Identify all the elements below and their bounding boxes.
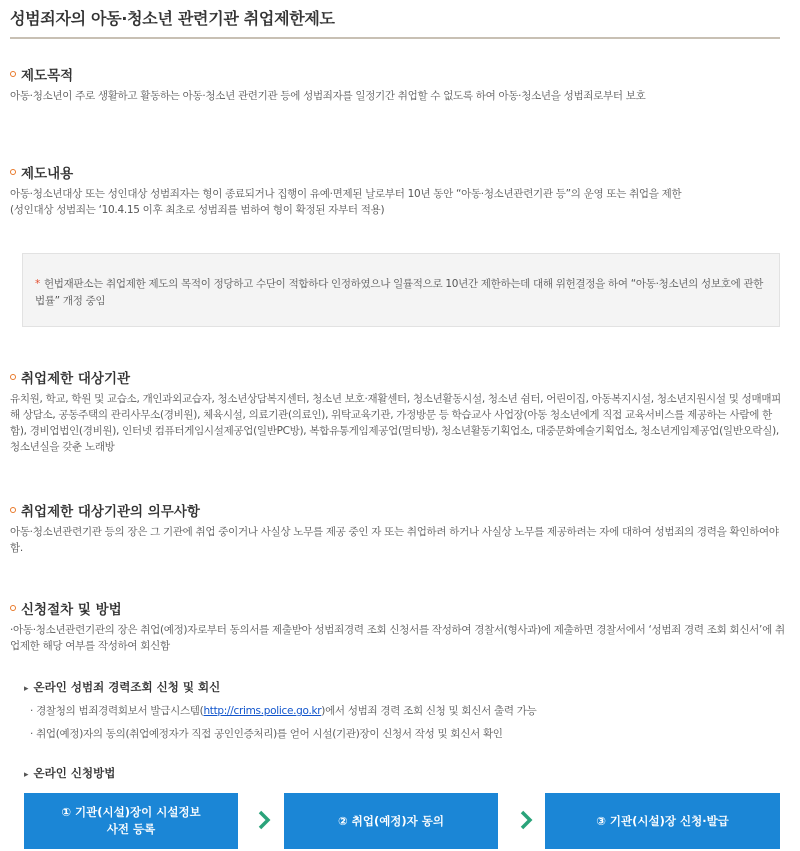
circle-bullet-icon	[10, 605, 16, 611]
section-text-note: (성인대상 성범죄는 ‘10.4.15 이후 최초로 성범죄를 범하여 형이 확정된 자부터 적용)	[10, 204, 385, 216]
step-label: ② 취업(예정)자 동의	[337, 813, 445, 828]
section-heading: 취업제한 대상기관의 의무사항	[21, 504, 200, 520]
section-text: ·아동·청소년관련기관의 장은 취업(예정)자로부터 동의서를 제출받아 성범죄경력 조회 신청서를 작성하여 경찰서(형사과)에 제출하면 경찰서에서 ‘성범죄 경력 조회 회신서’에 취업제한 해당 여부를 작성하여 회신함	[10, 624, 785, 652]
online-item-1: · 경찰청의 범죄경력회보서 발급시스템(http://crims.police.go.kr)에서 성범죄 경력 조회 신청 및 회신서 출력 가능	[30, 705, 537, 717]
triangle-right-icon: ▸	[24, 770, 29, 780]
triangle-right-icon: ▸	[24, 684, 29, 694]
section-targets	[10, 367, 785, 455]
title-divider	[10, 37, 780, 39]
section-text: 아동·청소년관련기관 등의 장은 그 기관에 취업 중이거나 사실상 노무를 제공 중인 자 또는 취업하려 하거나 사실상 노무를 제공하려는 자에 대하여 성범죄의 경력을 확인하여야 함.	[10, 526, 779, 554]
step-3-apply-issue[interactable]	[545, 793, 780, 849]
circle-bullet-icon	[10, 71, 16, 77]
notice-box	[22, 253, 780, 327]
section-heading: 신청절차 및 방법	[21, 602, 122, 618]
section-procedure	[10, 598, 785, 654]
notice-text: 헌법재판소는 취업제한 제도의 목적이 정당하고 수단이 적합하다 인정하였으나 일률적으로 10년간 제한하는데 대해 위헌결정을 하여 “아동·청소년의 성보호에 관한 법률” 개정 중임	[35, 278, 764, 307]
section-heading: 취업제한 대상기관	[21, 371, 131, 387]
asterisk-icon: *	[35, 278, 40, 290]
step-2-consent[interactable]	[284, 793, 498, 849]
section-heading: 제도목적	[21, 68, 74, 84]
circle-bullet-icon	[10, 374, 16, 380]
section-purpose	[10, 64, 785, 104]
step-label: ③ 기관(시설)장 신청·발급	[596, 813, 729, 828]
section-duties	[10, 500, 785, 556]
step-label: ① 기관(시설)장이 시설정보 사전 등록	[61, 805, 201, 836]
section-content	[10, 162, 785, 218]
crims-link[interactable]: http://crims.police.go.kr	[203, 705, 322, 717]
section-text: 아동·청소년대상 또는 성인대상 성범죄자는 형이 종료되거나 집행이 유예·면제된 날로부터 10년 동안 “아동·청소년관련기관 등”의 운영 또는 취업을 제한	[10, 188, 682, 200]
subheading-online-method: ▸ 온라인 신청방법	[24, 766, 116, 780]
page-title: 성범죄자의 아동·청소년 관련기관 취업제한제도	[10, 9, 335, 28]
online-item-2: · 취업(예정)자의 동의(취업예정자가 직접 공인인증처리)를 얻어 시설(기관)장이 신청서 작성 및 회신서 확인	[30, 728, 503, 740]
section-text: 아동·청소년이 주로 생활하고 활동하는 아동·청소년 관련기관 등에 성범죄자를 일정기간 취업할 수 없도록 하여 아동·청소년을 성범죄로부터 보호	[10, 90, 646, 102]
subheading-online-check: ▸ 온라인 성범죄 경력조회 신청 및 회신	[24, 680, 221, 694]
chevron-right-icon	[518, 808, 536, 832]
step-1-register-facility[interactable]	[24, 793, 238, 849]
section-text: 유치원, 학교, 학원 및 교습소, 개인과외교습자, 청소년상담복지센터, 청소년 보호·재활센터, 청소년활동시설, 청소년 쉼터, 어린이집, 아동복지시설, 청소년지원시설 및 성매매피해 상담소, 공동주택의 관리사무소(경비원), 체육시설, 의료기관(의료인), 위탁교육기관, 가정방문 등 학습교사 사업장(아동 청소년에게 직접 교육서비스를 제공하는 사람에 한함), 경비업법인(경비원), 인터넷 컴퓨터게임시설제공업(일반PC방), 복합유통게임제공업(멀티방), 청소년활동기획업소, 대중문화예술기획업소, 청소년게임제공업(일반오락실), 청소년실을 갖춘 노래방	[10, 393, 782, 453]
circle-bullet-icon	[10, 507, 16, 513]
section-heading: 제도내용	[21, 166, 74, 182]
circle-bullet-icon	[10, 169, 16, 175]
chevron-right-icon	[256, 808, 274, 832]
